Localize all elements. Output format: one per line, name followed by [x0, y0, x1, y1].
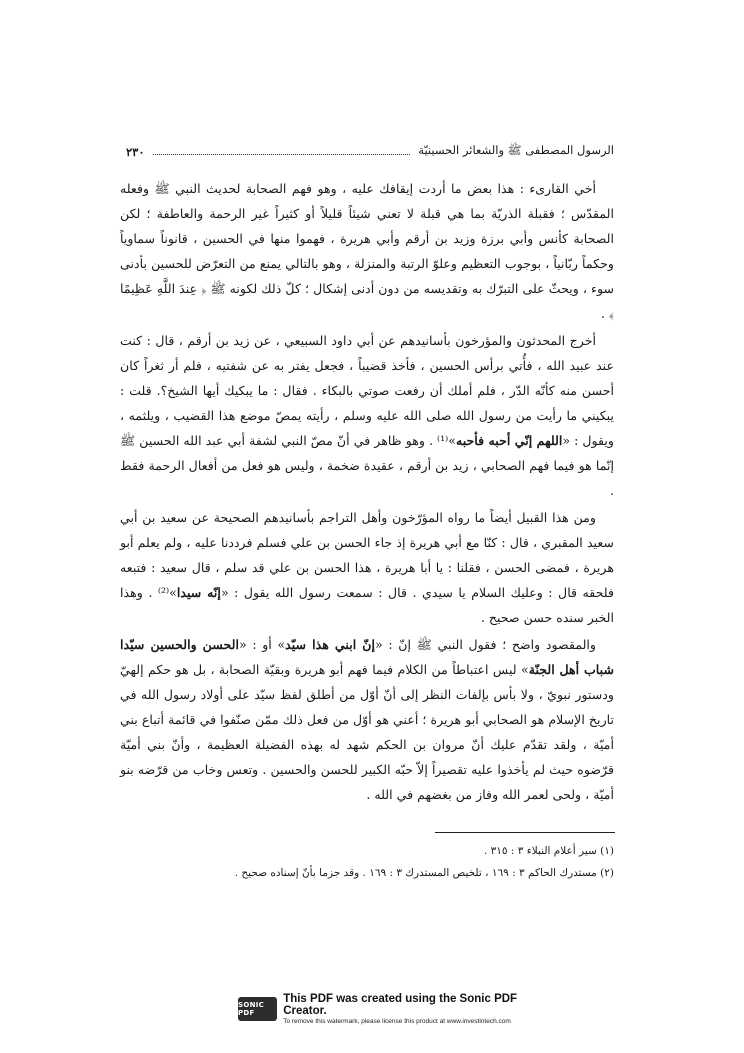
main-text [120, 176, 614, 809]
footnotes [120, 840, 614, 884]
paragraph-text: والمقصود واضح ؛ فقول النبي ﷺ إنّ : « [374, 637, 597, 652]
hadith-quote: إنّه سيدا [176, 585, 221, 600]
paragraph-text: » ليس اعتباطاً من الكلام فيما فهم أبو هريرة وبقيّة الصحابة ، بل هو حكم إلهيّ ودستور نبويّ ، ولا بأس بإلفات النظر إلى أنّ أوّل من أطلق لفظ سيّد على أولاد رسول الله في تاريخ الإسلام هو الصحابي أبو هريرة ؛ أعني هو أوّل من فعل ذلك ممّن صنّفوا في قائمة أتباع بني أميّة ، ولقد تقدّم عليك أنّ مروان بن الحكم شهد له بهذه الفضيلة العظيمة ، وأنّ بني أميّة قرّضوه حيث لم يأخذوا عليه تقصيراً إلاّ حبّه الكبير للحسن والحسين . وتعس وخاب من قرّضه بنو أميّة ، ولحى لعمر الله وفاز من بغضهم في الله . [120, 662, 614, 802]
page-number: ٢٣٠ [126, 144, 145, 159]
paragraph [120, 328, 614, 503]
paragraph-text: ومن هذا القبيل أيضاً ما رواه المؤرّخون وأهل التراجم بأسانيدهم الصحيحة عن سعيد بن أبي سعيد المقبري ، قال : كنّا مع أبي هريرة إذ جاء الحسن بن علي فسلم فرددنا عليه ، ولم يعلم أبو هريرة ، فمضى الحسن ، فقلنا : يا أبا هريرة ، هذا الحسن بن علي قد سلم ، قال سعيد : فتبعه فلحقه قال : وعليك السلام يا سيدي . قال : سمعت رسول الله يقول : « [120, 510, 614, 600]
running-header [118, 143, 614, 160]
paragraph-text: أخرج المحدثون والمؤرخون بأسانيدهم عن أبي داود السبيعي ، عن زيد بن أرقم ، قال : كنت عند عبيد الله ، فأُتي برأس الحسين ، فأخذ قضيباً ، فجعل يفتر به عن شفتيه ، فلم أر ثغراً كان أحسن منه كأنّه الدّر ، فلم أملك أن رفعت صوتي بالبكاء . فقال : ما يبكيك أيها الشيخ؟. قلت : يبكيني ما رأيت من رسول الله صلى الله عليه وسلم ، رأيته يمصّ موضع هذا القضيب ، ويلثمه ، ويقول : « [120, 333, 614, 448]
footnote-1: (١) سير أعلام النبلاء ٣ : ٣١٥ . [483, 845, 614, 857]
running-title: الرسول المصطفى ﷺ والشعائر الحسينيّة [418, 143, 614, 157]
hadith-quote: إنّ ابني هذا سيّد [285, 637, 375, 652]
footnote-separator [435, 832, 615, 833]
footnote-2: (٢) مستدرك الحاكم ٣ : ١٦٩ ، تلخيص المستدرك ٣ : ١٦٩ . وقد جزما بأنّ إسناده صحيح . [234, 867, 614, 879]
pdf-creator-watermark [238, 990, 558, 1028]
hadith-quote: الحسن والحسين سيّدا شباب أهل الجنّة [120, 637, 614, 677]
hadith-quote: اللهم إنّي أحبه فأحبه [455, 433, 563, 448]
watermark-line-2: To remove this watermark, please license this product at www.investintech.com [283, 1018, 511, 1025]
paragraph-text: » أو : « [238, 637, 286, 652]
paragraph-text: »⁽¹⁾ . وهو ظاهر في أنّ مصّ النبي لشفة أبي عبد الله الحسين ﷺ إنّما هو فيما فهم الصحابي ، زيد بن أرقم ، عقيدة ضخمة ، وليس هو فعل من أفعال الرحمة فقط . [120, 433, 614, 498]
watermark-line-1: This PDF was created using the Sonic PDF Creator. [283, 993, 518, 1017]
header-dot-leader [153, 153, 411, 155]
paragraph [120, 505, 614, 630]
sonic-pdf-logo: SONIC PDF [238, 997, 277, 1021]
paragraph-text: أخي القارىء : هذا بعض ما أردت إيقافك عليه ، وهو فهم الصحابة لحديث النبي ﷺ وفعله المقدّس ؛ فقبلة الذريّة بما هي قبلة لا تعني شيئاً قليلاً أو كثيراً غير الرحمة والعاطفة ؛ لكن الصحابة كأنس وأبي برزة وزيد بن أرقم وأبي هريرة ، فهموا منها في الحسين ، قانوناً سماوياً وحكماً ربّانياً ، بوجوب التعظيم وعلوّ الرتبة والمنزلة ، وهو بالتالي يمنع من التعرّض للحسين بأدنى سوء ، ويحثّ على التبرّك به وتقديسه من دون أدنى إشكال ؛ كلّ ذلك لكونه ﷺ ﴿ عِندَ اللَّهِ عَظِيمًا ﴾ . [120, 181, 614, 321]
paragraph [120, 632, 614, 807]
paragraph-text: »⁽²⁾ . وهذا الخبر سنده حسن صحيح . [120, 585, 614, 625]
paragraph [120, 176, 614, 326]
